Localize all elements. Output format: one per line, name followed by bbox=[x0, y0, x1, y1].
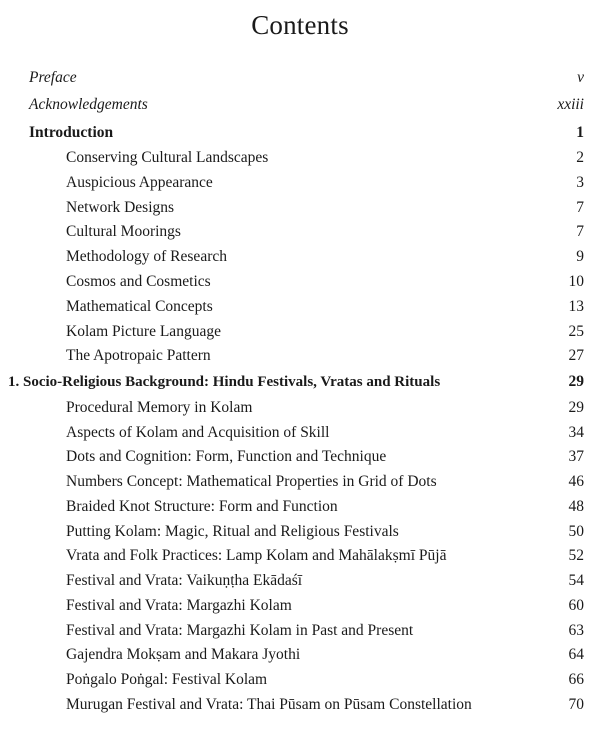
toc-entry bbox=[0, 245, 600, 269]
toc-entry-page-number: 37 bbox=[568, 448, 584, 465]
toc-entry-title: 1. Socio-Religious Background: Hindu Festivals, Vratas and Rituals bbox=[8, 374, 441, 390]
toc-entry bbox=[0, 495, 600, 519]
toc-entry bbox=[0, 668, 600, 692]
toc-entry-page-number: 7 bbox=[576, 199, 584, 216]
toc-entry bbox=[0, 220, 600, 244]
toc-entry bbox=[0, 93, 600, 117]
toc-entry bbox=[0, 693, 600, 717]
toc-entry bbox=[0, 196, 600, 220]
toc-entry-title: Festival and Vrata: Margazhi Kolam bbox=[66, 597, 292, 614]
toc-entry bbox=[0, 146, 600, 170]
toc-entry bbox=[0, 594, 600, 618]
toc-entry bbox=[0, 544, 600, 568]
toc-entry bbox=[0, 396, 600, 420]
toc-entry-page-number: 50 bbox=[568, 523, 584, 540]
toc-entry-title: Preface bbox=[29, 69, 77, 86]
toc-entry bbox=[0, 171, 600, 195]
toc-entry-title: Festival and Vrata: Margazhi Kolam in Past and Present bbox=[66, 622, 414, 639]
toc-entry-title: Procedural Memory in Kolam bbox=[66, 399, 253, 416]
toc-entry-page-number: 13 bbox=[568, 298, 584, 315]
toc-entry bbox=[0, 643, 600, 667]
toc-entry-title: Poṅgalo Poṅgal: Festival Kolam bbox=[66, 671, 268, 688]
toc-entry-title: Aspects of Kolam and Acquisition of Skill bbox=[66, 424, 330, 441]
toc-entry-page-number: 52 bbox=[568, 547, 584, 564]
toc-entry-title: Putting Kolam: Magic, Ritual and Religious Festivals bbox=[66, 523, 399, 540]
toc-entry-title: Auspicious Appearance bbox=[66, 174, 213, 191]
toc-entry-title: Murugan Festival and Vrata: Thai Pūsam on Pūsam Constellation bbox=[66, 696, 472, 713]
toc-entry-page-number: 25 bbox=[568, 323, 584, 340]
toc-entry-title: Introduction bbox=[29, 124, 114, 141]
toc-entry-page-number: 48 bbox=[568, 498, 584, 515]
toc-entry bbox=[0, 370, 600, 394]
toc-entry-title: Festival and Vrata: Vaikuṇṭha Ekādaśī bbox=[66, 572, 303, 589]
toc-entry-page-number: 46 bbox=[568, 473, 584, 490]
toc-entry-page-number: 3 bbox=[576, 174, 584, 191]
toc-entry-title: Dots and Cognition: Form, Function and Technique bbox=[66, 448, 387, 465]
toc-entry bbox=[0, 421, 600, 445]
toc-entry-title: Conserving Cultural Landscapes bbox=[66, 149, 269, 166]
toc-entry bbox=[0, 121, 600, 145]
toc-entry bbox=[0, 66, 600, 90]
toc-entry-page-number: 64 bbox=[568, 646, 584, 663]
toc-entry-page-number: 34 bbox=[568, 424, 584, 441]
toc-entry-page-number: 63 bbox=[568, 622, 584, 639]
toc-entry bbox=[0, 569, 600, 593]
toc-entry-page-number: 60 bbox=[568, 597, 584, 614]
toc-entry-title: Numbers Concept: Mathematical Properties in Grid of Dots bbox=[66, 473, 437, 490]
toc-entry-page-number: xxiii bbox=[557, 96, 584, 113]
toc-entry-page-number: 7 bbox=[576, 223, 584, 240]
toc-entry-title: Mathematical Concepts bbox=[66, 298, 213, 315]
toc-entry-title: Network Designs bbox=[66, 199, 175, 216]
toc-entry-title: Kolam Picture Language bbox=[66, 323, 221, 340]
toc-entry-page-number: 1 bbox=[576, 124, 584, 141]
toc-entry-title: Cultural Moorings bbox=[66, 223, 181, 240]
toc-entry-title: Gajendra Mokṣam and Makara Jyothi bbox=[66, 646, 301, 663]
toc-entry-page-number: 10 bbox=[568, 273, 584, 290]
toc-entry bbox=[0, 470, 600, 494]
toc-entry bbox=[0, 619, 600, 643]
toc-entry-page-number: 27 bbox=[568, 347, 584, 364]
toc-entry-page-number: 2 bbox=[576, 149, 584, 166]
toc-entry-page-number: 9 bbox=[576, 248, 584, 265]
page-title: Contents bbox=[251, 10, 349, 40]
toc-entry-title: Vrata and Folk Practices: Lamp Kolam and Mahālakṣmī Pūjā bbox=[66, 547, 447, 564]
toc-entry-title: The Apotropaic Pattern bbox=[66, 347, 211, 364]
toc-entry-page-number: 29 bbox=[568, 399, 584, 416]
toc-entry-page-number: 70 bbox=[568, 696, 584, 713]
toc-entry-title: Acknowledgements bbox=[29, 96, 148, 113]
toc-entry bbox=[0, 270, 600, 294]
toc-entry-page-number: 54 bbox=[568, 572, 584, 589]
toc-entry bbox=[0, 520, 600, 544]
toc-entry-title: Cosmos and Cosmetics bbox=[66, 273, 211, 290]
toc-entry bbox=[0, 445, 600, 469]
toc-entry bbox=[0, 295, 600, 319]
toc-entry-title: Methodology of Research bbox=[66, 248, 227, 265]
toc-entry bbox=[0, 344, 600, 368]
toc-entry-page-number: v bbox=[577, 69, 584, 86]
toc-entry-page-number: 66 bbox=[568, 671, 584, 688]
toc-entry-page-number: 29 bbox=[568, 373, 584, 390]
toc-entry bbox=[0, 320, 600, 344]
toc-entry-title: Braided Knot Structure: Form and Function bbox=[66, 498, 338, 515]
